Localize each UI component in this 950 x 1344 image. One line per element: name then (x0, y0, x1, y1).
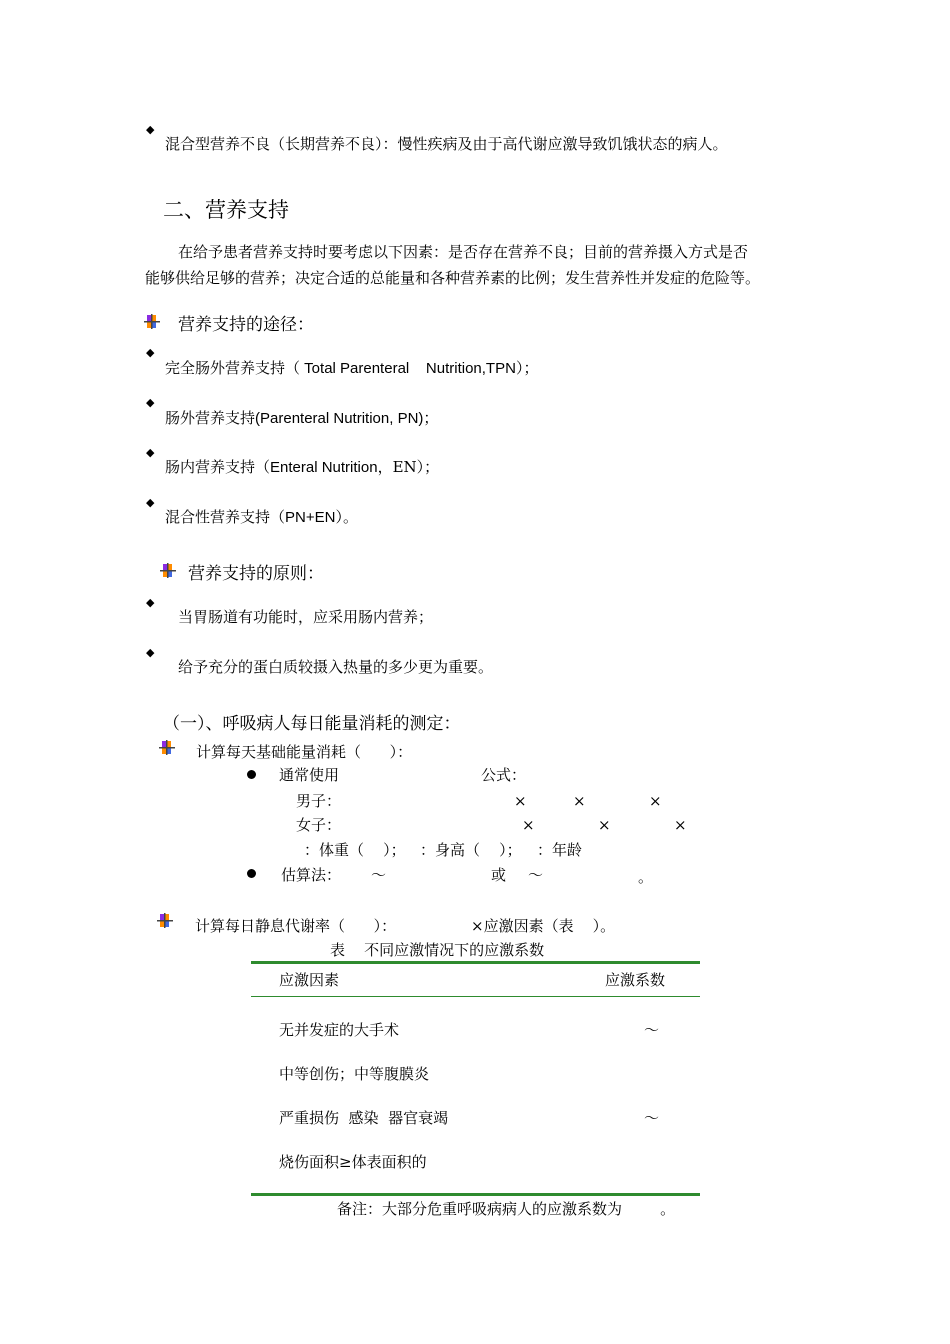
pin-bullet-icon (157, 913, 175, 929)
times-sign: × (674, 816, 687, 834)
formula-label: 公式： (481, 766, 527, 784)
diamond-bullet-icon (146, 398, 156, 408)
rmr-heading: 计算每日静息代谢率（ ）： (195, 917, 397, 935)
round-bullet-icon (247, 869, 256, 878)
diamond-bullet-icon (146, 498, 156, 508)
legend-height: ：身高（ ）； (420, 841, 522, 859)
round-bullet-icon (247, 770, 256, 779)
times-sign: × (573, 792, 586, 810)
pin-bullet-icon (144, 314, 162, 330)
energy-subheading: （一）、呼吸病人每日能量消耗的测定： (163, 714, 461, 734)
table-row-coef: ～ (644, 1109, 660, 1127)
diamond-bullet-icon (146, 648, 156, 658)
route-item-label: 混合性营养支持（ (165, 508, 286, 526)
male-label: 男子： (296, 792, 342, 810)
table-header-coef: 应激系数 (605, 971, 666, 989)
route-item-english: (Parenteral Nutrition, PN) (255, 410, 424, 427)
table-row-factor: 无并发症的大手术 (279, 1021, 400, 1039)
table-caption: 表 不同应激情况下的应激系数 (330, 941, 545, 959)
or-label: 或 (491, 866, 507, 884)
route-item-en (165, 457, 439, 478)
route-item-label: 肠内营养支持（ (165, 458, 271, 476)
route-item-tail: ）。 (335, 508, 358, 526)
times-sign: × (649, 792, 662, 810)
table-header-rule (251, 996, 700, 997)
bee-heading: 计算每天基础能量消耗（ ）： (196, 743, 413, 761)
route-item-tail: ）； (515, 359, 539, 377)
route-item-pn (165, 408, 438, 429)
intro-bullet-text: 混合型营养不良（长期营养不良）：慢性疾病及由于高代谢应激导致饥饿状态的病人。 (165, 135, 728, 153)
table-note: 备注：大部分危重呼吸病病人的应激系数为 。 (337, 1200, 676, 1218)
route-item-tpn (165, 358, 538, 379)
route-item-english: Total Parenteral Nutrition,TPN (300, 360, 516, 377)
table-bottom-rule (251, 1193, 700, 1196)
table-row-factor: 中等创伤；中等腹膜炎 (279, 1065, 430, 1083)
times-sign: × (598, 816, 611, 834)
pin-bullet-icon (160, 563, 178, 579)
pin-bullet-icon (159, 740, 177, 756)
routes-heading: 营养支持的途径： (178, 315, 314, 335)
rmr-formula: ×应激因素（表 ）。 (471, 917, 616, 935)
paragraph-line-2: 能够供给足够的营养；决定合适的总能量和各种营养素的比例；发生营养性并发症的危险等。 (145, 269, 761, 287)
legend-weight: ：体重（ ）； (304, 841, 406, 859)
diamond-bullet-icon (146, 125, 156, 135)
tilde-sign: ～ (528, 866, 544, 884)
route-item-mixed (165, 507, 358, 528)
route-item-label: 完全肠外营养支持（ (165, 359, 301, 377)
times-sign: × (514, 792, 527, 810)
common-use-label: 通常使用 (279, 766, 340, 784)
estimate-label: 估算法： (281, 866, 342, 884)
table-top-rule (251, 961, 700, 964)
diamond-bullet-icon (146, 448, 156, 458)
principle-item: 给予充分的蛋白质较摄入热量的多少更为重要。 (178, 658, 494, 676)
times-sign: × (522, 816, 535, 834)
route-item-label: 肠外营养支持 (165, 409, 256, 427)
period-mark: 。 (638, 868, 654, 886)
principles-heading: 营养支持的原则： (188, 564, 324, 584)
route-item-english: Enteral Nutrition (270, 459, 378, 476)
table-row-coef: ～ (644, 1021, 660, 1039)
table-row-factor: 烧伤面积≥体表面积的 (279, 1153, 427, 1171)
route-item-tail: ； (423, 409, 439, 427)
table-row-factor: 严重损伤 感染 器官衰竭 (279, 1109, 449, 1127)
diamond-bullet-icon (146, 598, 156, 608)
diamond-bullet-icon (146, 348, 156, 358)
section-heading: 二、营养支持 (163, 198, 289, 222)
route-item-english: PN+EN (285, 509, 336, 526)
table-header-factor: 应激因素 (279, 971, 340, 989)
tilde-sign: ～ (371, 866, 387, 884)
female-label: 女子： (296, 816, 342, 834)
route-item-tail: ，EN）； (377, 458, 440, 476)
principle-item: 当胃肠道有功能时，应采用肠内营养； (178, 608, 434, 626)
legend-age: ：年龄 (537, 841, 583, 859)
paragraph-line-1: 在给予患者营养支持时要考虑以下因素：是否存在营养不良；目前的营养摄入方式是否 (178, 243, 749, 261)
